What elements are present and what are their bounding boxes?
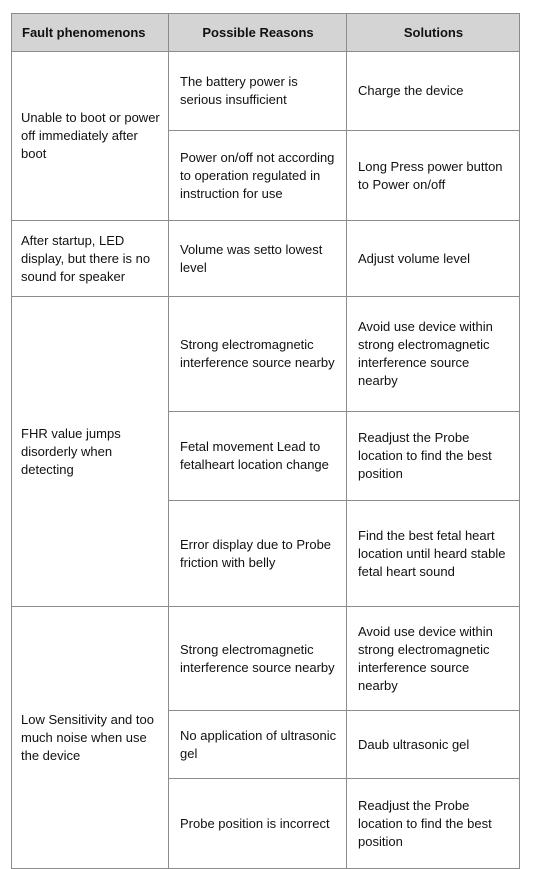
header-fault: Fault phenomenons bbox=[12, 14, 169, 52]
header-reasons: Possible Reasons bbox=[169, 14, 347, 52]
solution-cell: Avoid use device within strong electromagnetic interference source nearby bbox=[347, 297, 520, 412]
troubleshooting-table bbox=[11, 13, 520, 869]
table-row bbox=[12, 607, 520, 711]
table-row bbox=[12, 297, 520, 412]
header-row bbox=[12, 14, 520, 52]
table-row bbox=[12, 52, 520, 131]
fault-cell: After startup, LED display, but there is no sound for speaker bbox=[12, 221, 169, 297]
reason-cell: Fetal movement Lead to fetalheart location change bbox=[169, 412, 347, 501]
solution-cell: Adjust volume level bbox=[347, 221, 520, 297]
reason-cell: Error display due to Probe friction with belly bbox=[169, 501, 347, 607]
reason-cell: No application of ultrasonic gel bbox=[169, 711, 347, 779]
reason-cell: Strong electromagnetic interference source nearby bbox=[169, 607, 347, 711]
reason-cell: Probe position is incorrect bbox=[169, 779, 347, 869]
table-row bbox=[12, 221, 520, 297]
solution-cell: Avoid use device within strong electromagnetic interference source nearby bbox=[347, 607, 520, 711]
fault-cell: FHR value jumps disorderly when detecting bbox=[12, 297, 169, 607]
reason-cell: Power on/off not according to operation regulated in instruction for use bbox=[169, 131, 347, 221]
solution-cell: Find the best fetal heart location until heard stable fetal heart sound bbox=[347, 501, 520, 607]
solution-cell: Readjust the Probe location to find the best position bbox=[347, 779, 520, 869]
header-solutions: Solutions bbox=[347, 14, 520, 52]
solution-cell: Long Press power button to Power on/off bbox=[347, 131, 520, 221]
solution-cell: Charge the device bbox=[347, 52, 520, 131]
reason-cell: Strong electromagnetic interference source nearby bbox=[169, 297, 347, 412]
solution-cell: Readjust the Probe location to find the best position bbox=[347, 412, 520, 501]
reason-cell: The battery power is serious insufficient bbox=[169, 52, 347, 131]
solution-cell: Daub ultrasonic gel bbox=[347, 711, 520, 779]
fault-cell: Low Sensitivity and too much noise when use the device bbox=[12, 607, 169, 869]
fault-cell: Unable to boot or power off immediately after boot bbox=[12, 52, 169, 221]
reason-cell: Volume was setto lowest level bbox=[169, 221, 347, 297]
